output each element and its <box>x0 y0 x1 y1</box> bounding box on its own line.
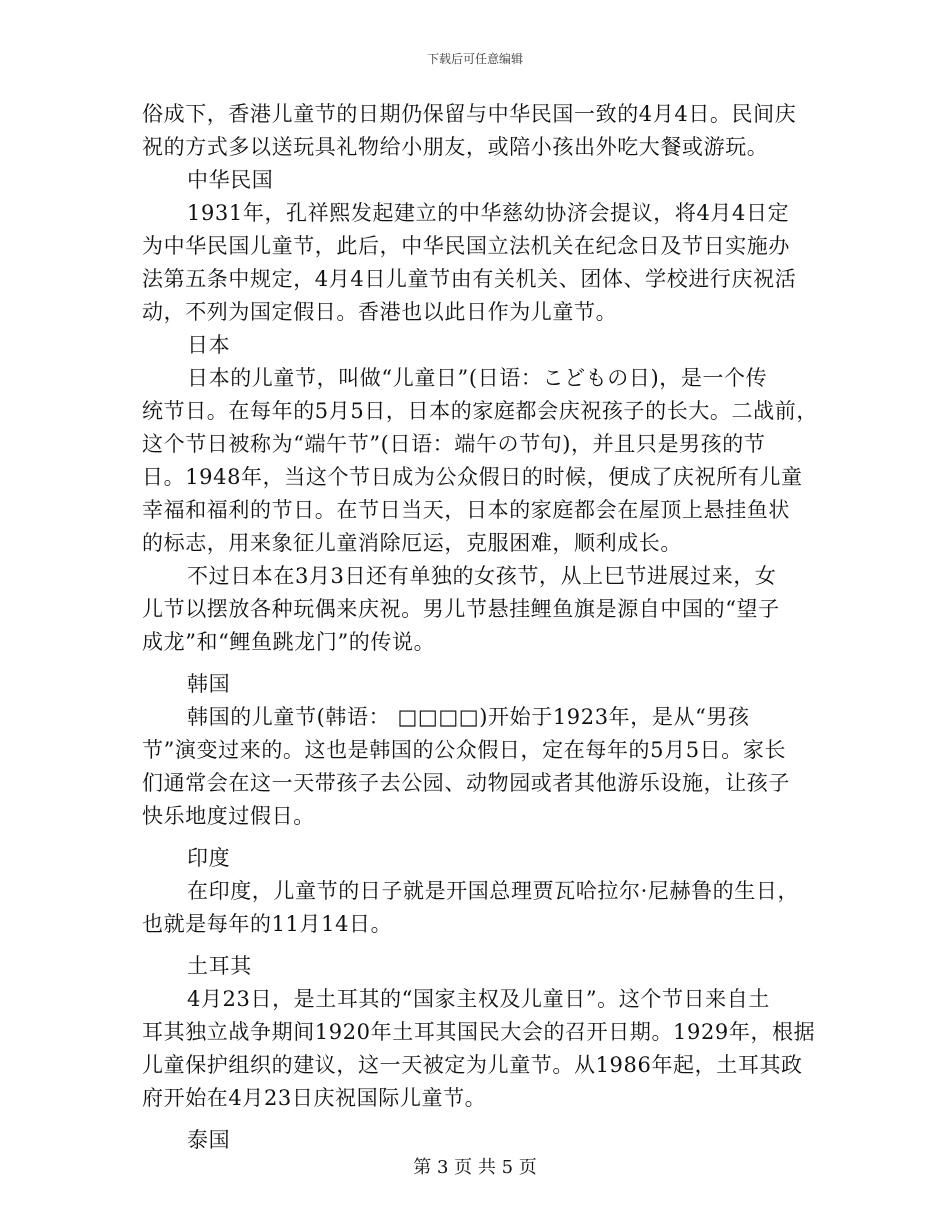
paragraph-gap <box>142 661 822 670</box>
text-line: 成龙”和“鲤鱼跳龙门”的传说。 <box>142 630 436 654</box>
text-line: 们通常会在这一天带孩子去公园、动物园或者其他游乐设施，让孩子 <box>142 771 790 795</box>
text-line: 韩国的儿童节(韩语： □□□□)开始于1923年，是从“男孩 <box>187 705 750 729</box>
text-line: 日。1948年，当这个节日成为公众假日的时候，便成了庆祝所有儿童 <box>142 465 803 489</box>
text-line: 中华民国 <box>187 168 274 192</box>
text-line: 不过日本在3月3日还有单独的女孩节，从上巳节进展过来，女 <box>187 564 777 588</box>
text-line: 法第五条中规定，4月4日儿童节由有关机关、团体、学校进行庆祝活 <box>142 267 797 291</box>
text-line: 这个节日被称为“端午节”(日语：端午の节句)，并且只是男孩的节 <box>142 432 766 456</box>
text-line: 1931年，孔祥熙发起建立的中华慈幼协济会提议，将4月4日定 <box>187 201 790 225</box>
text-line: 府开始在4月23日庆祝国际儿童节。 <box>142 1086 487 1110</box>
text-line: 动，不列为国定假日。香港也以此日作为儿童节。 <box>142 300 618 324</box>
text-line: 快乐地度过假日。 <box>142 804 315 828</box>
text-line: 儿童保护组织的建议，这一天被定为儿童节。从1986年起，土耳其政 <box>142 1053 803 1077</box>
text-line: 为中华民国儿童节，此后，中华民国立法机关在纪念日及节日实施办 <box>142 234 790 258</box>
text-line: 泰国 <box>187 1128 231 1152</box>
text-line: 儿节以摆放各种玩偶来庆祝。男儿节悬挂鲤鱼旗是源自中国的“望子 <box>142 597 780 621</box>
text-line: 耳其独立战争期间1920年土耳其国民大会的召开日期。1929年，根据 <box>142 1020 816 1044</box>
text-line: 印度 <box>187 846 231 870</box>
text-line: 俗成下，香港儿童节的日期仍保留与中华民国一致的4月4日。民间庆 <box>142 102 797 126</box>
text-line: 祝的方式多以送玩具礼物给小朋友，或陪小孩出外吃大餐或游玩。 <box>142 135 769 159</box>
page-header: 下载后可任意编辑 <box>426 52 523 66</box>
text-line: 在印度，儿童节的日子就是开国总理贾瓦哈拉尔·尼赫鲁的生日， <box>187 879 800 903</box>
text-line: 4月23日，是土耳其的“国家主权及儿童日”。这个节日来自土 <box>187 987 770 1011</box>
paragraph-gap <box>142 835 822 844</box>
text-line: 幸福和福利的节日。在节日当天，日本的家庭都会在屋顶上悬挂鱼状 <box>142 498 790 522</box>
text-line: 日本的儿童节，叫做“儿童日”(日语：こどもの日)，是一个传 <box>187 366 768 390</box>
text-line: 的标志，用来象征儿童消除厄运，克服困难，顺利成长。 <box>142 531 682 555</box>
text-line: 节”演变过来的。这也是韩国的公众假日，定在每年的5月5日。家长 <box>142 738 787 762</box>
text-line: 韩国 <box>187 672 231 696</box>
text-line: 也就是每年的11月14日。 <box>142 912 393 936</box>
text-line: 日本 <box>187 333 231 357</box>
paragraph-gap <box>142 1117 822 1126</box>
text-line: 土耳其 <box>187 954 252 978</box>
paragraph-gap <box>142 943 822 952</box>
page-footer: 第 3 页 共 5 页 <box>413 1157 537 1178</box>
document-body <box>142 100 822 1159</box>
text-line: 统节日。在每年的5月5日，日本的家庭都会庆祝孩子的长大。二战前， <box>142 399 818 423</box>
